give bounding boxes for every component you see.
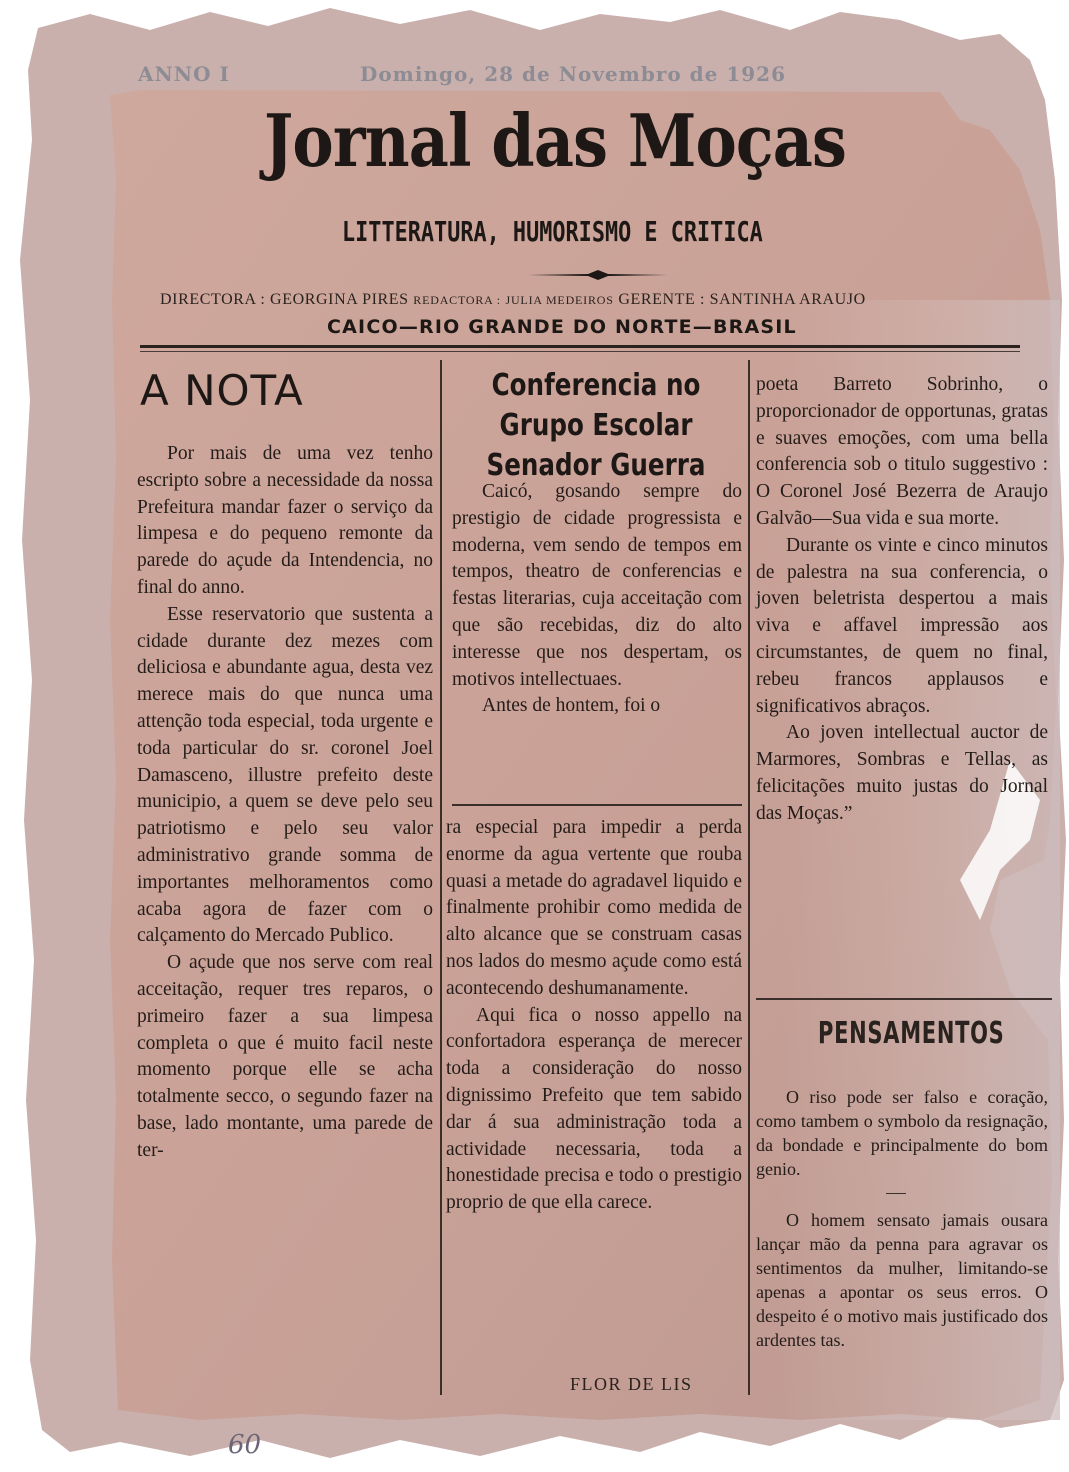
section-pensamentos [756,1085,1048,1352]
column-divider-1 [440,360,442,1395]
margin-handwriting: 60 [228,1430,262,1460]
paragraph: Por mais de uma vez tenho escripto sobre a necessidade da nossa Prefeitura mandar fazer o serviço da limpesa e do pequeno remonte da parede do açude da Intendencia, no final do anno. [137,443,433,598]
paragraph: Esse reservatorio que sustenta a cidade durante dez mezes com deliciosa e abundante agua, desta vez merece mais do que nunca uma attenção toda especial, toda urgente e toda particular do sr. coronel Joel Damasceno, illustre prefeito deste municipio, a quem se deve pelo seu patriotismo e pelo seu valor administrativo grande somma de importantes melhoramentos como acaba agora de fazer com o calçamento do Mercado Publico. [137,603,433,947]
short-rule [886,1193,906,1194]
paragraph: poeta Barreto Sobrinho, o proporcionador de opportunas, gratas e suaves emoções, com uma bella conferencia sob o titulo suggestivo : O Coronel José Bezerra de Araujo Galvão—Sua vida e sua morte. [756,374,1048,529]
column-rule [756,998,1052,1000]
paragraph: O açude que nos serve com real acceitação, requer tres reparos, o primeiro fazer a sua limpesa completa o que é muito facil neste momento porque elle se acha totalmente secco, o segundo fazer na base, lado montante, uma parede de ter- [137,952,433,1161]
article-title-a-nota: A NOTA [140,366,304,415]
author-signature: FLOR DE LIS [570,1374,693,1394]
place-line: CAICO—RIO GRANDE DO NORTE—BRASIL [327,316,797,338]
paragraph: Aqui fica o nosso appello na confortadora esperança de merecer toda a consideração do nosso dignissimo Prefeito que tem sabido dar á sua administração toda a actividade necessaria, toda a honestidade precisa e todo o prestigio proprio de que ella carece. [446,1004,742,1214]
article-conferencia [452,479,742,720]
paragraph: Antes de hontem, foi o [482,695,661,717]
article-a-nota [137,441,433,1165]
paragraph: Ao joven intellectual auctor de Marmores, Sombras e Tellas, as felicitações muito justas do Jornal das Moças.” [756,722,1048,824]
newspaper-subtitle: LITTERATURA, HUMORISMO E CRITICA [342,215,763,248]
gerente-name: SANTINHA ARAUJO [709,291,866,308]
gerente-label: GERENTE : [618,291,706,308]
redactora-label: REDACTORA : [413,293,501,307]
section-title-pensamentos: PENSAMENTOS [818,1016,1005,1051]
paragraph: O homem sensato jamais ousara lançar mão da penna para agravar os sentimentos da mulher, limitando-se apenas a apontar os seus erros. O despeito é o motivo mais justificado dos ardentes tas. [756,1210,1048,1350]
column-divider-2 [748,360,750,1395]
redactora-name: JULIA MEDEIROS [505,293,614,307]
ornament-divider [528,268,668,282]
paragraph: O riso pode ser falso e coração, como tambem o symbolo da resignação, da bondade e principalmente do bom genio. [756,1087,1048,1179]
directora-name: GEORGINA PIRES [270,291,409,308]
directora-label: DIRECTORA : [160,291,266,308]
article-a-nota-continued [446,815,742,1217]
article-conferencia-continued [756,372,1048,828]
paragraph: Caicó, gosando sempre do prestigio de cidade progressista e moderna, vem sendo de tempos em tempos, theatro de conferencias e festas literarias, cuja acceitação com que são recebidas, diz do alto interesse que nos despertam, os motivos intellectuaes. [452,481,742,690]
masthead-rule [140,345,1020,348]
issue-year: ANNO I [138,62,230,86]
masthead-rule-thin [140,351,1020,352]
staff-line [160,291,1020,309]
paragraph: ra especial para impedir a perda enorme da agua vertente que rouba quasi a metade do agradavel liquido e finalmente prohibir como medida de alto alcance que se construam casas nos lados do mesmo açude como está acontecendo deshumanamente. [446,817,742,999]
article-title-conferencia: Conferencia no Grupo Escolar Senador Guerra [486,368,706,483]
issue-date: Domingo, 28 de Novembro de 1926 [360,62,786,86]
newspaper-title: Jornal das Moças [264,98,847,183]
column-rule [452,804,742,806]
paragraph: Durante os vinte e cinco minutos de palestra na sua conferencia, o joven beletrista despertou a mais viva e affavel impressão aos circumstantes, de quem no final, rebeu francos applausos e significativos abraços. [756,534,1048,717]
